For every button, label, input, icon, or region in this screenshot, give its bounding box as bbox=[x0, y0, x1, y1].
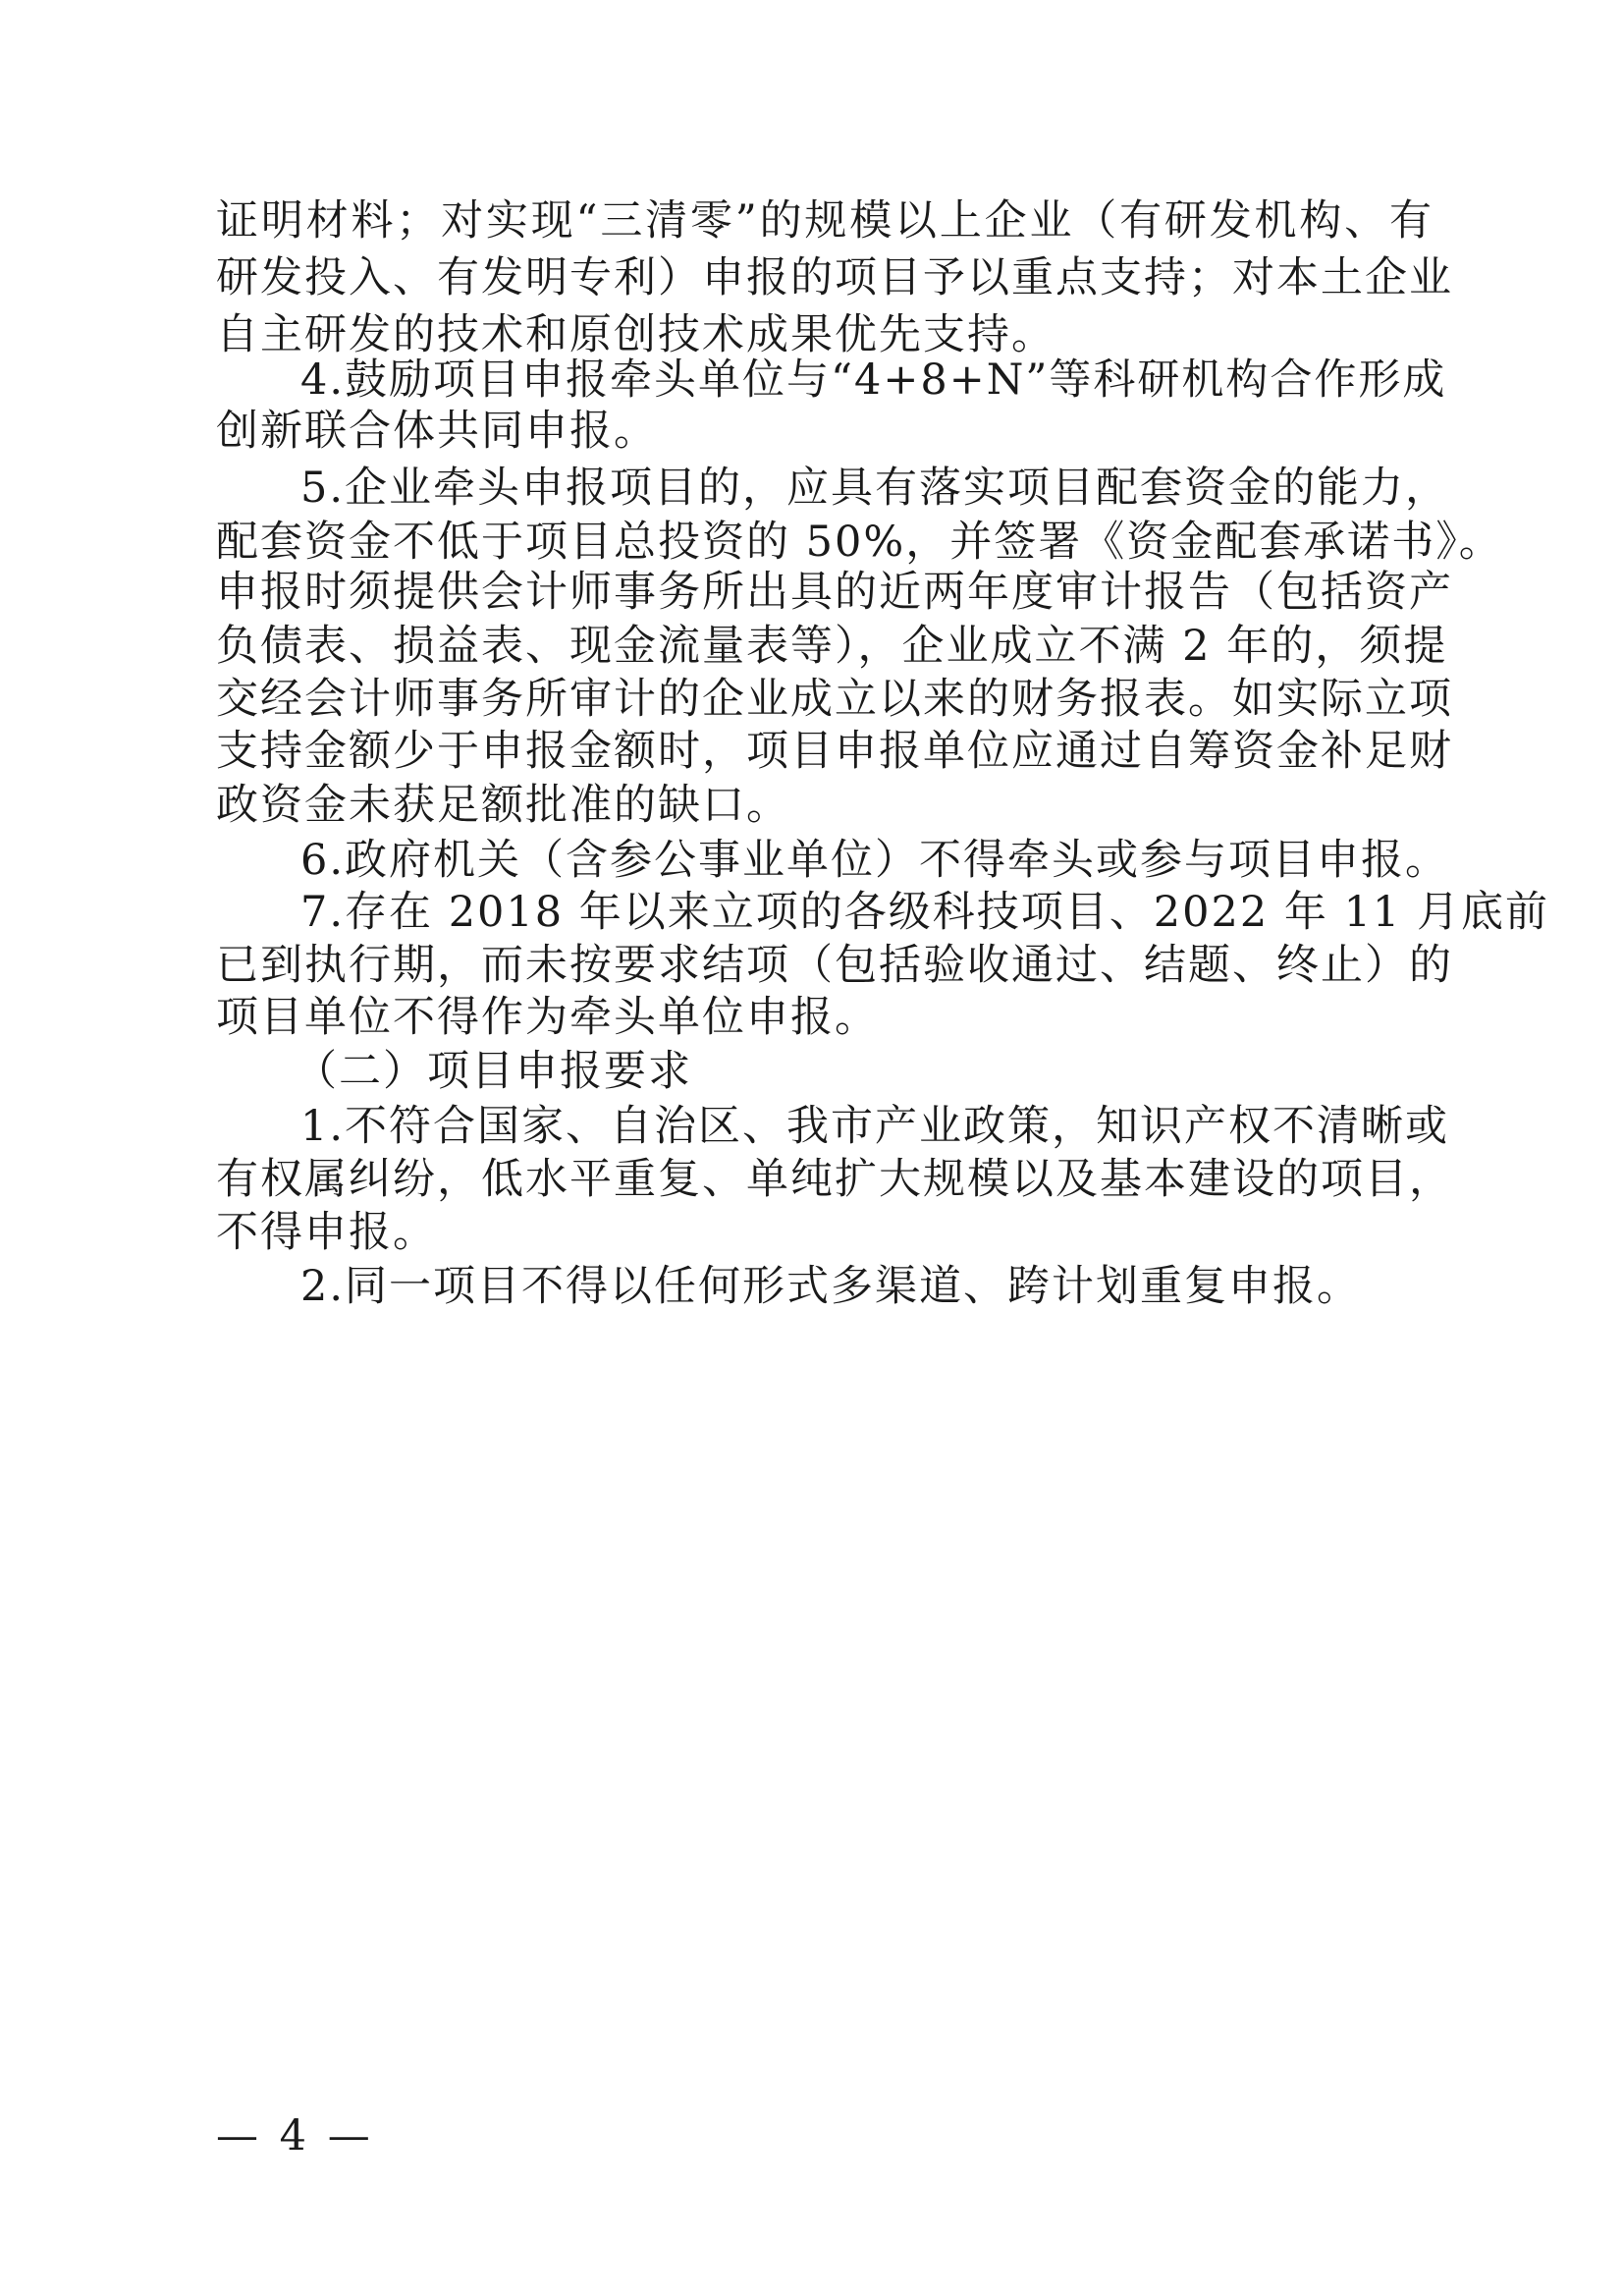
paragraph-line: 5.企业牵头申报项目的，应具有落实项目配套资金的能力， bbox=[300, 464, 1450, 513]
paragraph-line: 自主研发的技术和原创技术成果优先支持。 bbox=[216, 310, 1055, 359]
paragraph-line: 证明材料；对实现“三清零”的规模以上企业（有研发机构、有 bbox=[216, 196, 1434, 246]
paragraph-line: 6.政府机关（含参公事业单位）不得牵头或参与项目申报。 bbox=[300, 836, 1450, 885]
section-heading: （二）项目申报要求 bbox=[295, 1047, 692, 1096]
paragraph-line: 项目单位不得作为牵头单位申报。 bbox=[216, 993, 879, 1042]
paragraph-line: 交经会计师事务所审计的企业成立以来的财务报表。如实际立项 bbox=[216, 675, 1453, 724]
paragraph-line: 申报时须提供会计师事务所出具的近两年度审计报告（包括资产 bbox=[216, 568, 1453, 617]
paragraph-line: 政资金未获足额批准的缺口。 bbox=[216, 781, 790, 830]
paragraph-line: 负债表、损益表、现金流量表等），企业成立不满 2 年的，须提 bbox=[216, 622, 1448, 671]
paragraph-line: 研发投入、有发明专利）申报的项目予以重点支持；对本土企业 bbox=[216, 253, 1453, 302]
paragraph-line: 创新联合体共同申报。 bbox=[216, 407, 658, 456]
paragraph-line: 支持金额少于申报金额时，项目申报单位应通过自筹资金补足财 bbox=[216, 727, 1453, 776]
paragraph-line: 4.鼓励项目申报牵头单位与“4+8+N”等科研机构合作形成 bbox=[300, 355, 1447, 405]
paragraph-line: 配套资金不低于项目总投资的 50%，并签署《资金配套承诺书》。 bbox=[216, 518, 1503, 567]
page-number: — 4 — bbox=[216, 2111, 374, 2160]
paragraph-line: 2.同一项目不得以任何形式多渠道、跨计划重复申报。 bbox=[300, 1262, 1362, 1311]
paragraph-line: 1.不符合国家、自治区、我市产业政策，知识产权不清晰或 bbox=[300, 1102, 1450, 1151]
paragraph-line: 不得申报。 bbox=[216, 1208, 437, 1257]
paragraph-line: 已到执行期，而未按要求结项（包括验收通过、结题、终止）的 bbox=[216, 941, 1453, 990]
paragraph-line: 7.存在 2018 年以来立项的各级科技项目、2022 年 11 月底前 bbox=[300, 888, 1549, 937]
paragraph-line: 有权属纠纷，低水平重复、单纯扩大规模以及基本建设的项目， bbox=[216, 1155, 1453, 1204]
